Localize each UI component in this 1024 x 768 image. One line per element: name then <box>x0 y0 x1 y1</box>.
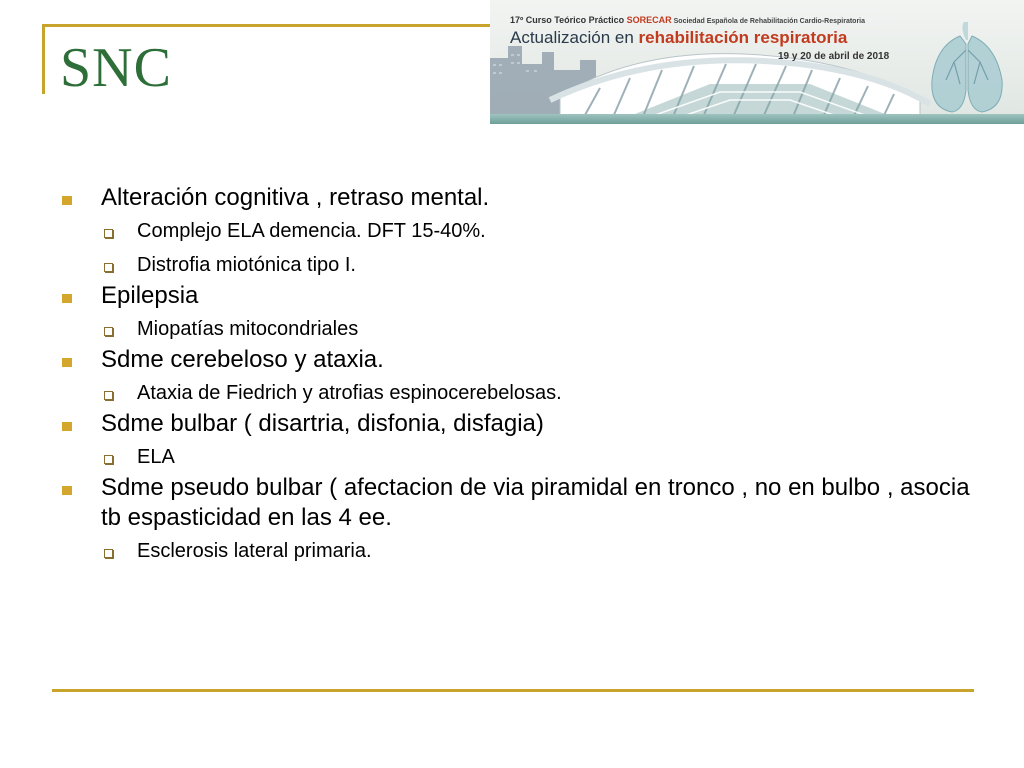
bullet-item <box>62 409 982 469</box>
bullet-item <box>62 473 982 563</box>
sub-bullet-list <box>101 219 982 277</box>
square-bullet-icon <box>62 358 72 367</box>
banner-course-line: 17º Curso Teórico Práctico SORECAR Sociedad Española de Rehabilitación Cardio-Respiratoria <box>510 15 866 25</box>
bullet-item <box>62 183 982 277</box>
sub-bullet-list <box>101 317 982 341</box>
sub-bullet-item <box>101 539 982 563</box>
square-bullet-icon <box>62 486 72 495</box>
hollow-square-bullet-icon <box>104 229 113 238</box>
square-bullet-icon <box>62 294 72 303</box>
bullet-text: Sdme bulbar ( disartria, disfonia, disfagia) <box>101 410 544 437</box>
sub-bullet-list <box>101 445 982 469</box>
bullet-text: Alteración cognitiva , retraso mental. <box>101 184 490 211</box>
banner-title-line: Actualización en rehabilitación respiratoria <box>510 28 848 47</box>
square-bullet-icon <box>62 422 72 431</box>
bullet-list <box>62 183 982 563</box>
sub-bullet-text: ELA <box>137 446 175 468</box>
hollow-square-bullet-icon <box>104 263 113 272</box>
square-bullet-icon <box>62 196 72 205</box>
sub-bullet-item <box>101 317 982 341</box>
sub-bullet-text: Miopatías mitocondriales <box>137 318 359 340</box>
sub-bullet-item <box>101 219 982 243</box>
sub-bullet-item <box>101 445 982 469</box>
bullet-text: Sdme cerebeloso y ataxia. <box>101 346 384 373</box>
hollow-square-bullet-icon <box>104 549 113 558</box>
bullet-content <box>62 183 982 563</box>
hollow-square-bullet-icon <box>104 391 113 400</box>
bullet-text: Epilepsia <box>101 282 199 309</box>
slide-title: SNC <box>60 37 172 99</box>
title-frame-top-line <box>42 24 494 27</box>
sub-bullet-text: Ataxia de Fiedrich y atrofias espinocerebelosas. <box>137 382 562 404</box>
sub-bullet-list <box>101 539 982 563</box>
sub-bullet-item <box>101 381 982 405</box>
bullet-text: Sdme pseudo bulbar ( afectacion de via piramidal en tronco , no en bulbo , asocia tb espasticidad en las 4 ee. <box>101 474 970 531</box>
title-frame-left-line <box>42 24 45 94</box>
sub-bullet-text: Esclerosis lateral primaria. <box>137 540 372 562</box>
sub-bullet-text: Complejo ELA demencia. DFT 15-40%. <box>137 220 486 242</box>
banner-date-line: 19 y 20 de abril de 2018 <box>778 51 890 62</box>
sub-bullet-item <box>101 253 982 277</box>
bullet-item <box>62 345 982 405</box>
footer-divider-line <box>52 689 974 692</box>
hollow-square-bullet-icon <box>104 455 113 464</box>
sub-bullet-list <box>101 381 982 405</box>
conference-banner <box>490 0 1024 124</box>
bullet-item <box>62 281 982 341</box>
sub-bullet-text: Distrofia miotónica tipo I. <box>137 254 356 276</box>
hollow-square-bullet-icon <box>104 327 113 336</box>
